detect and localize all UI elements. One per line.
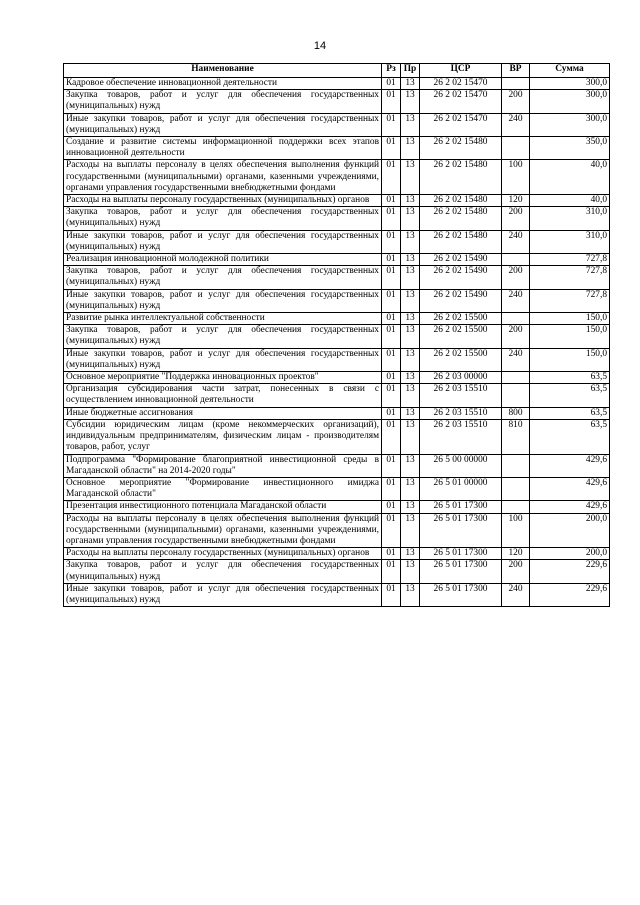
cell-pr: 13: [401, 419, 420, 454]
table-row: [64, 289, 610, 312]
cell-vr: 120: [502, 195, 530, 207]
cell-vr: [502, 477, 530, 500]
cell-sum: 727,8: [530, 289, 610, 312]
cell-vr: 240: [502, 583, 530, 606]
cell-rz: 01: [382, 419, 401, 454]
table-row: [64, 513, 610, 548]
cell-vr: [502, 384, 530, 407]
cell-csr: 26 5 01 00000: [420, 477, 502, 500]
cell-rz: 01: [382, 548, 401, 560]
cell-sum: 300,0: [530, 90, 610, 113]
cell-csr: 26 5 01 17300: [420, 513, 502, 548]
cell-sum: 229,6: [530, 560, 610, 583]
cell-pr: 13: [401, 407, 420, 419]
cell-csr: 26 2 02 15490: [420, 289, 502, 312]
cell-csr: 26 5 01 17300: [420, 583, 502, 606]
cell-pr: 13: [401, 137, 420, 160]
cell-csr: 26 2 02 15500: [420, 325, 502, 348]
page-number: 14: [313, 40, 327, 52]
table-row: [64, 160, 610, 195]
cell-name: Организация субсидирования части затрат, понесенных в связи с осуществлением инновационной деятельности: [64, 384, 382, 407]
cell-vr: [502, 454, 530, 477]
table-row: [64, 90, 610, 113]
cell-rz: 01: [382, 78, 401, 90]
cell-name: Создание и развитие системы информационной поддержки всех этапов инновационной деятельности: [64, 137, 382, 160]
cell-vr: 200: [502, 266, 530, 289]
cell-vr: 200: [502, 90, 530, 113]
cell-csr: 26 2 02 15480: [420, 160, 502, 195]
cell-rz: 01: [382, 207, 401, 230]
cell-pr: 13: [401, 548, 420, 560]
cell-pr: 13: [401, 254, 420, 266]
cell-vr: 200: [502, 325, 530, 348]
cell-rz: 01: [382, 266, 401, 289]
cell-sum: 350,0: [530, 137, 610, 160]
cell-name: Основное мероприятие "Поддержка инновационных проектов": [64, 372, 382, 384]
cell-csr: 26 2 02 15480: [420, 137, 502, 160]
cell-rz: 01: [382, 560, 401, 583]
cell-rz: 01: [382, 454, 401, 477]
cell-pr: 13: [401, 207, 420, 230]
cell-sum: 63,5: [530, 419, 610, 454]
cell-vr: 810: [502, 419, 530, 454]
table-row: [64, 384, 610, 407]
table-row: [64, 419, 610, 454]
table-row: [64, 454, 610, 477]
cell-rz: 01: [382, 90, 401, 113]
cell-pr: 13: [401, 195, 420, 207]
cell-vr: 240: [502, 113, 530, 136]
cell-sum: 229,6: [530, 583, 610, 606]
table-row: [64, 325, 610, 348]
cell-name: Закупка товаров, работ и услуг для обеспечения государственных (муниципальных) нужд: [64, 207, 382, 230]
cell-pr: 13: [401, 113, 420, 136]
cell-vr: 100: [502, 160, 530, 195]
cell-name: Основное мероприятие "Формирование инвестиционного имиджа Магаданской области": [64, 477, 382, 500]
cell-pr: 13: [401, 560, 420, 583]
cell-name: Презентация инвестиционного потенциала Магаданской области: [64, 501, 382, 513]
cell-pr: 13: [401, 78, 420, 90]
cell-rz: 01: [382, 113, 401, 136]
table-row: [64, 348, 610, 371]
cell-rz: 01: [382, 137, 401, 160]
cell-name: Иные закупки товаров, работ и услуг для обеспечения государственных (муниципальных) нужд: [64, 230, 382, 253]
cell-pr: 13: [401, 372, 420, 384]
cell-sum: 40,0: [530, 160, 610, 195]
header-vr: ВР: [502, 64, 530, 78]
cell-name: Закупка товаров, работ и услуг для обеспечения государственных (муниципальных) нужд: [64, 560, 382, 583]
cell-csr: 26 2 02 15470: [420, 78, 502, 90]
cell-name: Иные закупки товаров, работ и услуг для обеспечения государственных (муниципальных) нужд: [64, 289, 382, 312]
cell-csr: 26 2 02 15500: [420, 313, 502, 325]
cell-vr: [502, 372, 530, 384]
cell-sum: 727,8: [530, 254, 610, 266]
cell-name: Развитие рынка интеллектуальной собственности: [64, 313, 382, 325]
cell-sum: 429,6: [530, 477, 610, 500]
cell-csr: 26 2 02 15480: [420, 230, 502, 253]
cell-csr: 26 5 01 17300: [420, 560, 502, 583]
cell-rz: 01: [382, 313, 401, 325]
cell-name: Иные закупки товаров, работ и услуг для обеспечения государственных (муниципальных) нужд: [64, 583, 382, 606]
table-row: [64, 372, 610, 384]
cell-rz: 01: [382, 195, 401, 207]
cell-csr: 26 5 01 17300: [420, 501, 502, 513]
cell-name: Подпрограмма "Формирование благоприятной инвестиционной среды в Магаданской области" на 2014-2020 годы": [64, 454, 382, 477]
cell-vr: 200: [502, 207, 530, 230]
table-row: [64, 195, 610, 207]
cell-pr: 13: [401, 266, 420, 289]
cell-vr: 120: [502, 548, 530, 560]
cell-pr: 13: [401, 325, 420, 348]
cell-sum: 63,5: [530, 372, 610, 384]
cell-pr: 13: [401, 454, 420, 477]
cell-csr: 26 2 03 15510: [420, 384, 502, 407]
header-sum: Сумма: [530, 64, 610, 78]
cell-pr: 13: [401, 230, 420, 253]
cell-sum: 310,0: [530, 230, 610, 253]
cell-vr: 200: [502, 560, 530, 583]
cell-sum: 310,0: [530, 207, 610, 230]
cell-pr: 13: [401, 348, 420, 371]
table-row: [64, 137, 610, 160]
cell-vr: 240: [502, 289, 530, 312]
cell-csr: 26 2 02 15490: [420, 254, 502, 266]
cell-rz: 01: [382, 513, 401, 548]
cell-vr: 240: [502, 230, 530, 253]
table-row: [64, 230, 610, 253]
table-row: [64, 477, 610, 500]
cell-sum: 300,0: [530, 78, 610, 90]
cell-vr: [502, 501, 530, 513]
table-header-row: [64, 64, 610, 78]
cell-csr: 26 2 03 15510: [420, 419, 502, 454]
table-row: [64, 113, 610, 136]
cell-rz: 01: [382, 407, 401, 419]
cell-sum: 429,6: [530, 501, 610, 513]
header-name: Наименование: [64, 64, 382, 78]
cell-name: Расходы на выплаты персоналу в целях обеспечения выполнения функций государственными (муниципальными) органами, казенными учреждениями, органами управления государственными внебюджетными фондами: [64, 160, 382, 195]
cell-vr: 100: [502, 513, 530, 548]
cell-rz: 01: [382, 325, 401, 348]
cell-vr: [502, 78, 530, 90]
table-row: [64, 254, 610, 266]
cell-rz: 01: [382, 372, 401, 384]
cell-name: Закупка товаров, работ и услуг для обеспечения государственных (муниципальных) нужд: [64, 325, 382, 348]
cell-sum: 727,8: [530, 266, 610, 289]
cell-sum: 300,0: [530, 113, 610, 136]
cell-csr: 26 2 02 15480: [420, 195, 502, 207]
cell-name: Реализация инновационной молодежной политики: [64, 254, 382, 266]
table-row: [64, 207, 610, 230]
cell-csr: 26 2 02 15480: [420, 207, 502, 230]
cell-pr: 13: [401, 90, 420, 113]
cell-csr: 26 2 02 15470: [420, 113, 502, 136]
header-csr: ЦСР: [420, 64, 502, 78]
cell-sum: 429,6: [530, 454, 610, 477]
cell-name: Субсидии юридическим лицам (кроме некоммерческих организаций), индивидуальным предпринимателям, физическим лицам - производителям товаров, работ, услуг: [64, 419, 382, 454]
cell-name: Расходы на выплаты персоналу государственных (муниципальных) органов: [64, 195, 382, 207]
cell-rz: 01: [382, 348, 401, 371]
cell-sum: 63,5: [530, 407, 610, 419]
cell-sum: 40,0: [530, 195, 610, 207]
cell-rz: 01: [382, 254, 401, 266]
cell-name: Кадровое обеспечение инновационной деятельности: [64, 78, 382, 90]
cell-rz: 01: [382, 230, 401, 253]
table-row: [64, 407, 610, 419]
table-row: [64, 548, 610, 560]
cell-sum: 200,0: [530, 513, 610, 548]
cell-vr: [502, 313, 530, 325]
cell-name: Закупка товаров, работ и услуг для обеспечения государственных (муниципальных) нужд: [64, 90, 382, 113]
cell-csr: 26 2 03 15510: [420, 407, 502, 419]
table-row: [64, 501, 610, 513]
header-pr: Пр: [401, 64, 420, 78]
table-row: [64, 583, 610, 606]
cell-csr: 26 2 02 15490: [420, 266, 502, 289]
cell-sum: 63,5: [530, 384, 610, 407]
cell-csr: 26 5 01 17300: [420, 548, 502, 560]
cell-pr: 13: [401, 313, 420, 325]
cell-name: Иные закупки товаров, работ и услуг для обеспечения государственных (муниципальных) нужд: [64, 348, 382, 371]
cell-rz: 01: [382, 583, 401, 606]
cell-rz: 01: [382, 289, 401, 312]
cell-name: Иные бюджетные ассигнования: [64, 407, 382, 419]
cell-sum: 150,0: [530, 325, 610, 348]
cell-pr: 13: [401, 477, 420, 500]
cell-name: Иные закупки товаров, работ и услуг для обеспечения государственных (муниципальных) нужд: [64, 113, 382, 136]
cell-sum: 200,0: [530, 548, 610, 560]
cell-pr: 13: [401, 513, 420, 548]
cell-pr: 13: [401, 583, 420, 606]
cell-name: Расходы на выплаты персоналу государственных (муниципальных) органов: [64, 548, 382, 560]
table-row: [64, 313, 610, 325]
cell-name: Закупка товаров, работ и услуг для обеспечения государственных (муниципальных) нужд: [64, 266, 382, 289]
cell-pr: 13: [401, 160, 420, 195]
cell-csr: 26 2 03 00000: [420, 372, 502, 384]
cell-pr: 13: [401, 384, 420, 407]
cell-vr: 240: [502, 348, 530, 371]
cell-vr: [502, 137, 530, 160]
budget-table: [63, 63, 610, 607]
cell-pr: 13: [401, 501, 420, 513]
cell-vr: [502, 254, 530, 266]
cell-csr: 26 2 02 15470: [420, 90, 502, 113]
cell-vr: 800: [502, 407, 530, 419]
cell-csr: 26 2 02 15500: [420, 348, 502, 371]
table-row: [64, 78, 610, 90]
cell-csr: 26 5 00 00000: [420, 454, 502, 477]
cell-pr: 13: [401, 289, 420, 312]
cell-rz: 01: [382, 501, 401, 513]
cell-sum: 150,0: [530, 313, 610, 325]
header-rz: Рз: [382, 64, 401, 78]
cell-sum: 150,0: [530, 348, 610, 371]
cell-rz: 01: [382, 384, 401, 407]
table-row: [64, 560, 610, 583]
cell-rz: 01: [382, 160, 401, 195]
cell-rz: 01: [382, 477, 401, 500]
cell-name: Расходы на выплаты персоналу в целях обеспечения выполнения функций государственными (муниципальными) органами, казенными учреждениями, органами управления государственными внебюджетными фондами: [64, 513, 382, 548]
table-row: [64, 266, 610, 289]
